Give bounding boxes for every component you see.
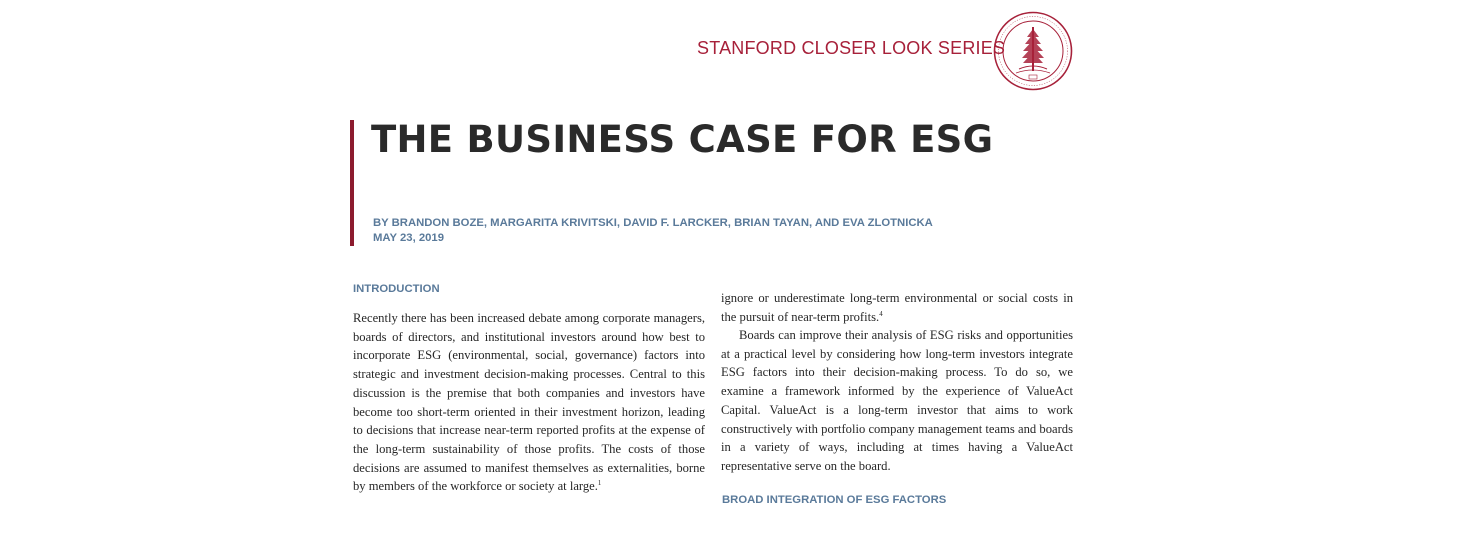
byline: BY BRANDON BOZE, MARGARITA KRIVITSKI, DAVID F. LARCKER, BRIAN TAYAN, AND EVA ZLOTNICKA — [373, 217, 933, 229]
boards-paragraph: Boards can improve their analysis of ESG risks and opportunities at a practical level by considering how long-term investors integrate ESG factors into their decision-making process. To do so, we examine a framework informed by the experience of ValueAct Capital. ValueAct is a long-term investor that aims to work constructively with portfolio company management teams and boards in a variety of ways, including at times having a ValueAct representative serve on the board. — [721, 328, 1073, 473]
title-accent-bar — [350, 120, 354, 246]
intro-paragraph-continued — [721, 289, 1073, 326]
intro-paragraph — [353, 309, 705, 496]
footnote-ref: 1 — [597, 479, 602, 488]
series-title: STANFORD CLOSER LOOK SERIES — [697, 38, 1006, 58]
intro-paragraph-continued-text: ignore or underestimate long-term environmental or social costs in the pursuit of near-term profits. — [721, 291, 1073, 324]
publication-date: MAY 23, 2019 — [373, 232, 444, 244]
footnote-ref: 4 — [879, 309, 883, 318]
document-title: THE BUSINESS CASE FOR ESG — [371, 118, 994, 161]
broad-integration-heading: BROAD INTEGRATION OF ESG FACTORS — [722, 494, 947, 506]
stanford-seal-icon — [992, 11, 1074, 91]
introduction-heading: INTRODUCTION — [353, 283, 440, 295]
intro-paragraph-text: Recently there has been increased debate among corporate managers, boards of directors, and institutional investors around how best to incorporate ESG (environmental, social, governance) factors into strategic and investment decision-making processes. Central to this discussion is the premise that both companies and investors have become too short-term oriented in their investment horizon, leading to decisions that increase near-term reported profits at the expense of the long-term sustainability of those profits. The costs of those decisions are assumed to manifest themselves as externalities, borne by members of the workforce or society at large. — [353, 311, 705, 494]
